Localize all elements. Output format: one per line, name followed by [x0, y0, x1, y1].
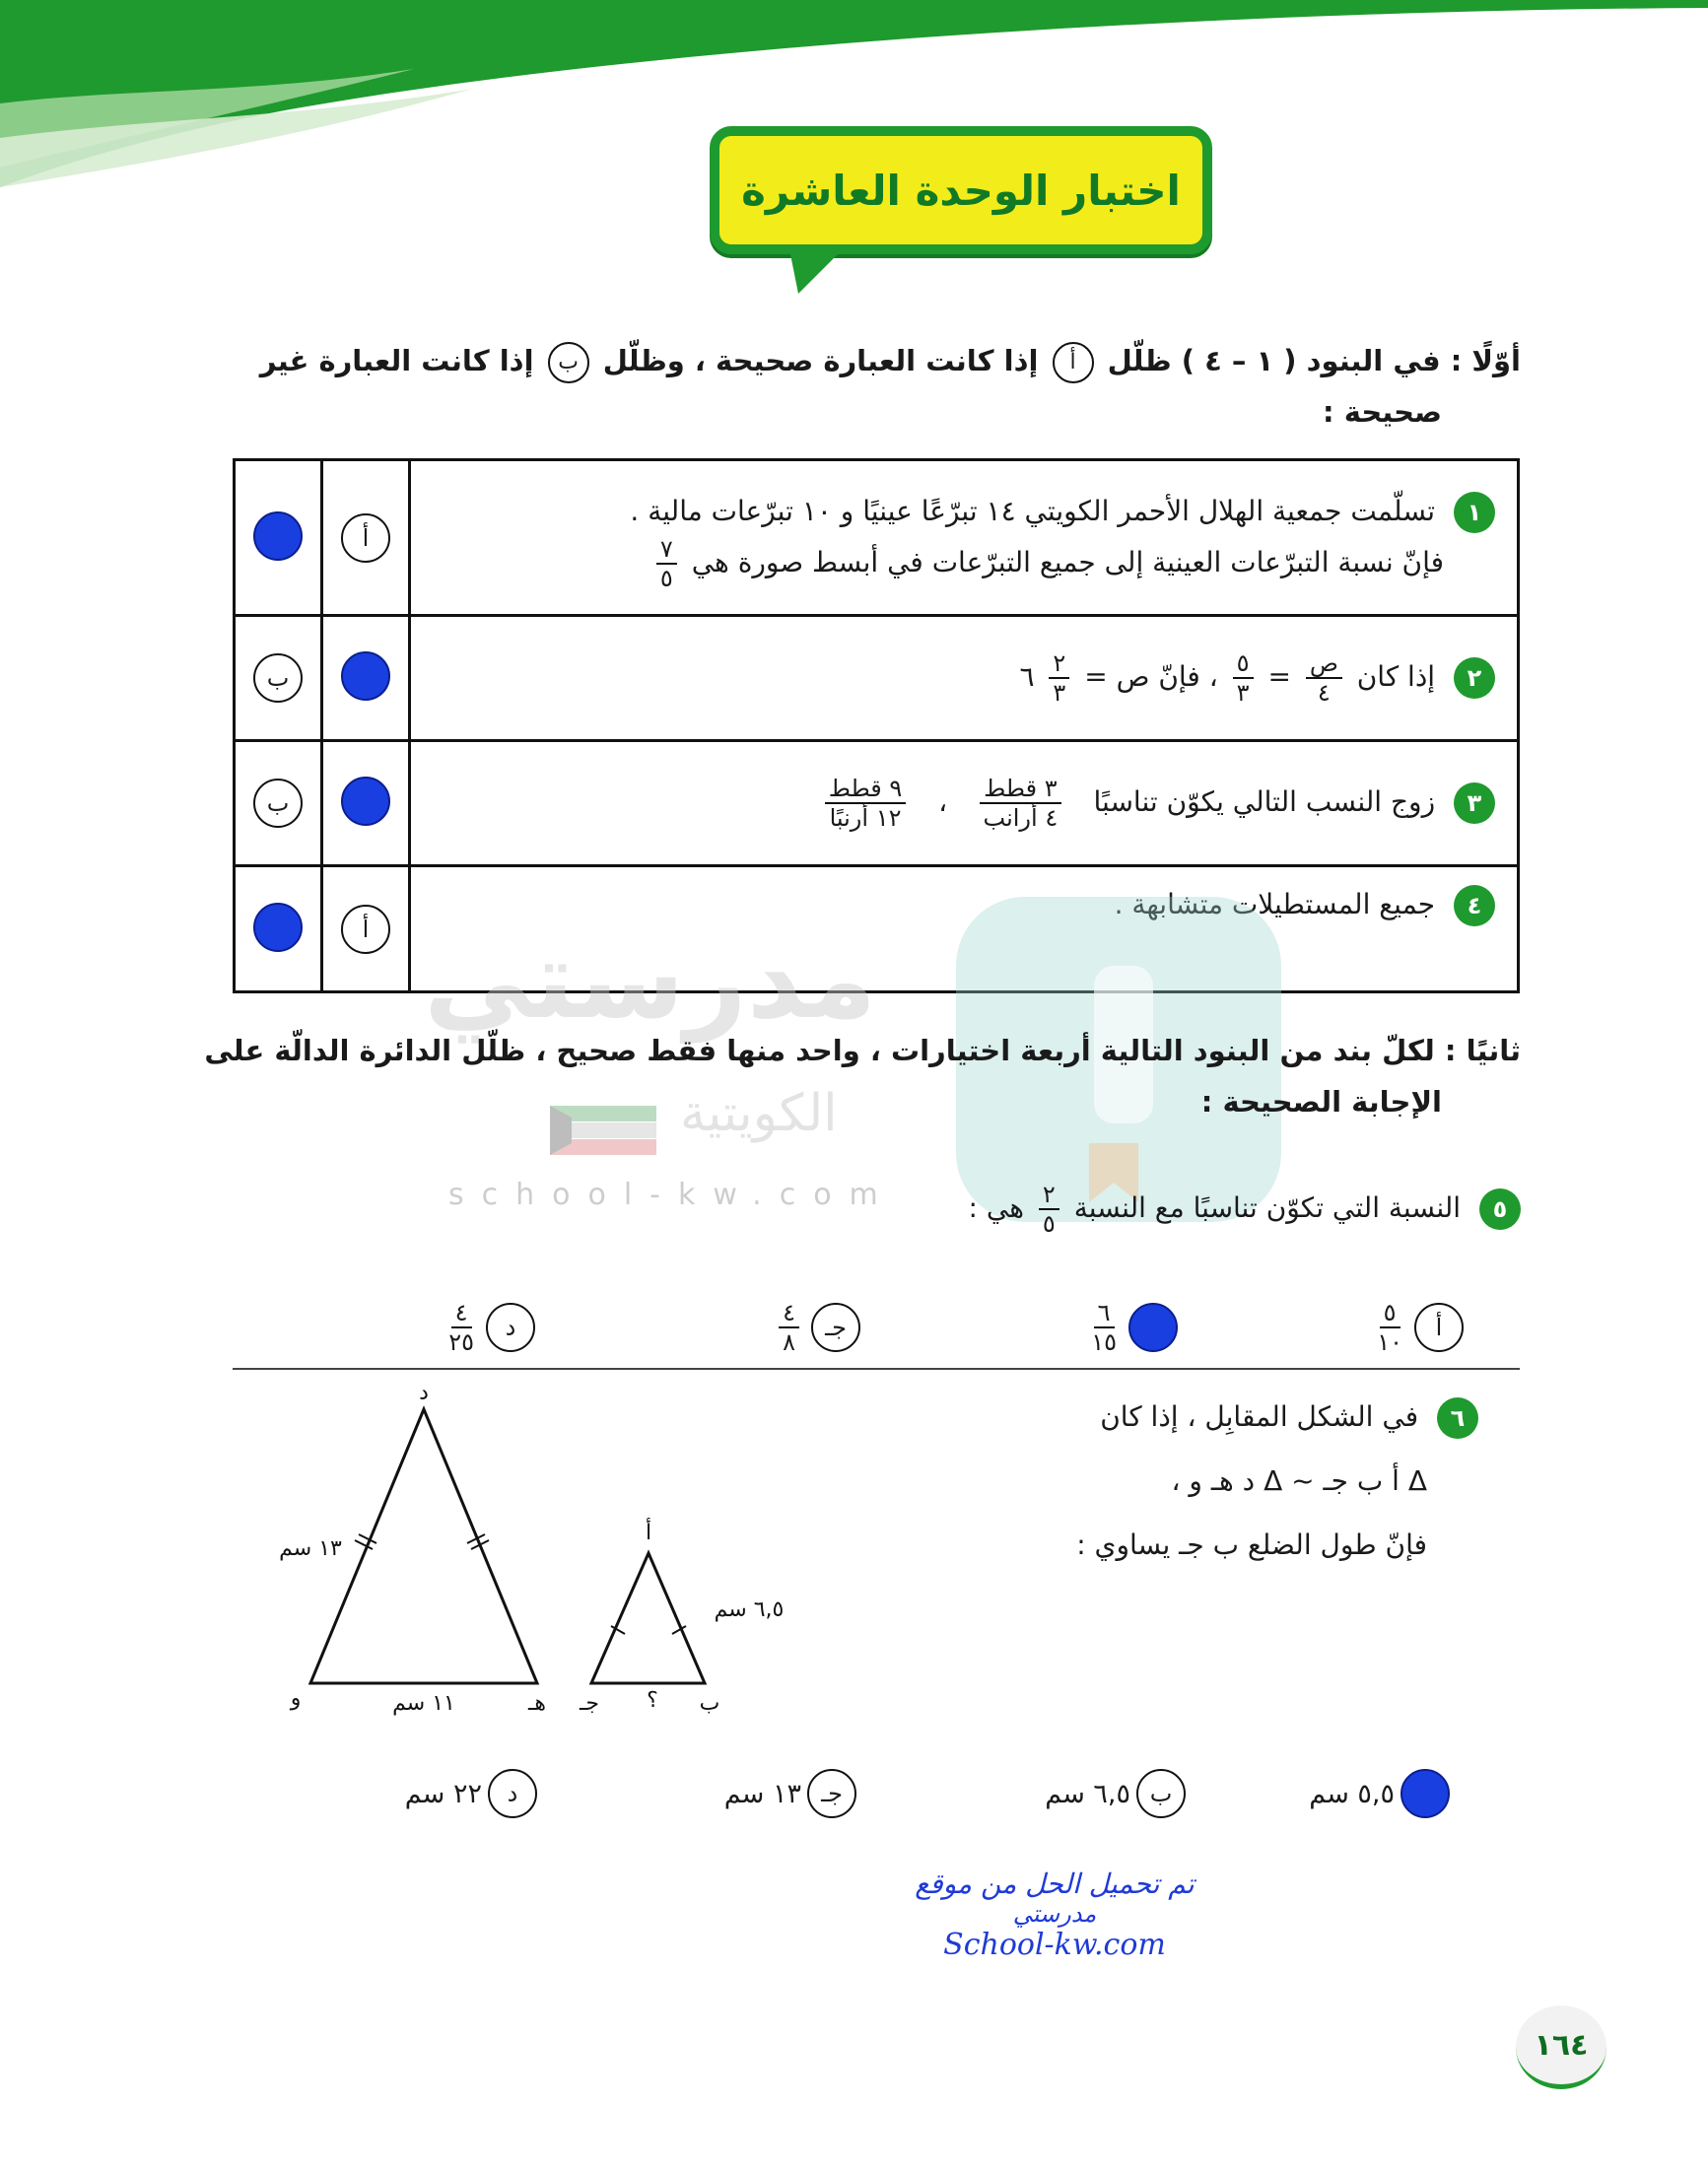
fraction	[1233, 651, 1254, 705]
answer-cell-b	[235, 460, 322, 616]
instruction-text: إذا كانت العبارة صحيحة ، وظلّل	[602, 344, 1039, 377]
q5-choice-b[interactable]	[1085, 1301, 1178, 1354]
choice-bubble[interactable]: ب	[1136, 1769, 1186, 1818]
fraction	[825, 777, 906, 830]
question-5	[969, 1183, 1521, 1236]
numerator: ٢	[1049, 651, 1069, 679]
q6-choice-d[interactable]	[405, 1769, 537, 1818]
answer-bubble-a[interactable]: أ	[341, 905, 390, 954]
question-number: ٥	[1479, 1188, 1521, 1230]
answer-cell-a	[322, 460, 410, 616]
question-1	[410, 460, 1519, 616]
choice-text: ٦,٥ سم	[1045, 1778, 1130, 1809]
fraction	[1039, 1183, 1059, 1236]
choice-bubble-shaded[interactable]	[1401, 1769, 1450, 1818]
watermark-brand: مدرستي	[424, 917, 877, 1043]
q5-choice-a[interactable]	[1371, 1301, 1464, 1354]
side-length-label: ٦,٥ سم	[714, 1597, 785, 1622]
unit-test-title-banner	[710, 126, 1212, 254]
fraction	[1377, 1301, 1402, 1354]
section1-instructions	[180, 335, 1521, 438]
choice-text: ١٣ سم	[723, 1778, 801, 1809]
numerator: ٤	[451, 1301, 472, 1328]
question-number: ٤	[1454, 885, 1495, 926]
question-number: ٢	[1454, 657, 1495, 699]
choice-bubble[interactable]: د	[488, 1769, 537, 1818]
section2-instructions	[180, 1025, 1521, 1127]
answer-bubble-b[interactable]: ب	[253, 779, 303, 828]
question-text: Δ أ ب جـ ~ Δ د هـ و ،	[1171, 1464, 1427, 1497]
choice-bubble[interactable]: أ	[1414, 1303, 1464, 1352]
vertex-label: جـ	[579, 1691, 600, 1716]
handwritten-line: مدرستي	[1012, 1900, 1097, 1928]
choice-text: ٥,٥ سم	[1309, 1778, 1395, 1809]
question-text: فإنّ نسبة التبرّعات العينية إلى جميع التبرّعات في أبسط صورة هي	[691, 545, 1444, 578]
denominator: ٤ أرانب	[983, 804, 1059, 832]
option-b-symbol: ب	[548, 342, 589, 383]
answer-cell-b	[235, 741, 322, 866]
denominator: ٤	[1317, 679, 1331, 707]
question-text: إذا كان	[1356, 660, 1436, 693]
fraction	[656, 534, 677, 592]
answer-bubble-b[interactable]: ب	[253, 653, 303, 703]
handwritten-line: تم تحميل الحل من موقع	[915, 1867, 1195, 1900]
answer-bubble-a[interactable]: أ	[341, 513, 390, 563]
question-3	[410, 741, 1519, 866]
numerator: ٣ قطط	[980, 777, 1060, 804]
instruction-text: إذا كانت العبارة غير	[259, 344, 534, 377]
table-row	[235, 460, 1519, 616]
choice-bubble[interactable]: جـ	[811, 1303, 860, 1352]
denominator: ٣	[1236, 679, 1250, 707]
question-text: جميع المستطيلات متشابهة .	[1114, 888, 1436, 920]
similar-triangles-figure	[276, 1380, 828, 1734]
answer-bubble-b-shaded[interactable]	[253, 903, 303, 952]
triangle-abc	[591, 1553, 705, 1683]
question-text: هي :	[968, 1191, 1024, 1224]
true-false-table	[233, 458, 1520, 993]
question-2	[410, 616, 1519, 741]
fraction	[1091, 1301, 1117, 1354]
q5-choice-d[interactable]	[443, 1301, 535, 1354]
question-text: النسبة التي تكوّن تناسبًا مع النسبة	[1073, 1191, 1462, 1224]
separator: ،	[938, 785, 948, 818]
numerator: ص	[1306, 651, 1342, 679]
instruction-text: صحيحة :	[1323, 395, 1442, 429]
vertex-label: و	[290, 1686, 302, 1711]
fraction	[448, 1301, 474, 1354]
numerator: ٩ قطط	[825, 777, 906, 804]
choice-bubble-shaded[interactable]	[1128, 1303, 1178, 1352]
instruction-text: ثانيًا : لكلّ بند من البنود التالية أربعة اختيارات ، واحد منها فقط صحيح ، ظلّل الدائرة الدالّة على	[204, 1034, 1521, 1067]
denominator: ٨	[783, 1328, 795, 1356]
answer-bubble-a-shaded[interactable]	[341, 777, 390, 826]
fraction	[1306, 651, 1342, 705]
q5-choice-c[interactable]	[773, 1301, 860, 1354]
fraction	[1049, 651, 1069, 705]
question-6	[986, 1385, 1478, 1577]
instruction-text: الإجابة الصحيحة :	[1200, 1085, 1442, 1119]
denominator: ١٢ أرنبًا	[829, 804, 902, 832]
denominator: ٣	[1053, 679, 1066, 707]
side-length-label: ١٣ سم	[279, 1536, 342, 1561]
answer-cell-a	[322, 616, 410, 741]
answer-bubble-a-shaded[interactable]	[341, 651, 390, 701]
denominator: ٥	[1042, 1210, 1056, 1238]
question-text: تسلّمت جمعية الهلال الأحمر الكويتي ١٤ تبرّعًا عينيًا و ١٠ تبرّعات مالية .	[630, 494, 1436, 527]
q6-choice-a[interactable]	[1309, 1769, 1450, 1818]
numerator: ٢	[1039, 1183, 1059, 1210]
page-title: اختبار الوحدة العاشرة	[741, 166, 1181, 215]
equals-sign: =	[1267, 660, 1291, 693]
table-row	[235, 616, 1519, 741]
choice-bubble[interactable]: جـ	[807, 1769, 856, 1818]
vertex-label: أ	[645, 1521, 652, 1545]
denominator: ١٠	[1377, 1328, 1402, 1356]
question-number: ١	[1454, 492, 1495, 533]
question-text: في الشكل المقابِل ، إذا كان	[1100, 1400, 1419, 1433]
numerator: ٦	[1094, 1301, 1115, 1328]
question-text: ، فإنّ ص =	[1084, 660, 1218, 693]
whole-number: ٦	[1019, 660, 1035, 693]
choice-bubble[interactable]: د	[486, 1303, 535, 1352]
fraction	[980, 777, 1060, 830]
option-a-symbol: أ	[1053, 342, 1094, 383]
triangle-def	[310, 1409, 537, 1683]
side-length-label: ١١ سم	[392, 1691, 455, 1716]
numerator: ٤	[779, 1301, 799, 1328]
denominator: ١٥	[1091, 1328, 1117, 1356]
unknown-side-label: ؟	[647, 1688, 658, 1713]
divider	[233, 1368, 1520, 1370]
denominator: ٢٥	[448, 1328, 474, 1356]
choice-text: ٢٢ سم	[404, 1778, 482, 1809]
vertex-label: د	[419, 1381, 429, 1405]
vertex-label: ب	[699, 1691, 720, 1716]
question-number: ٣	[1454, 782, 1495, 824]
answer-cell-a	[322, 741, 410, 866]
q6-choice-b[interactable]	[1045, 1769, 1186, 1818]
instruction-text: أوّلًا : في البنود ( ١ – ٤ ) ظلّل	[1107, 344, 1521, 377]
handwritten-line: School-kw.com	[943, 1928, 1166, 1962]
question-text: فإنّ طول الضلع ب جـ يساوي :	[1076, 1528, 1427, 1561]
answer-cell-b	[235, 616, 322, 741]
handwritten-note	[867, 1867, 1242, 1962]
answer-cell-a	[322, 866, 410, 992]
fraction	[779, 1301, 799, 1354]
watermark-url: school-kw.com	[448, 1178, 896, 1212]
question-text: زوج النسب التالي يكوّن تناسبًا	[1093, 785, 1436, 818]
page-number: ١٦٤	[1516, 2005, 1606, 2089]
numerator: ٥	[1380, 1301, 1401, 1328]
denominator: ٥	[659, 564, 673, 592]
table-row	[235, 741, 1519, 866]
vertex-label: هـ	[527, 1691, 547, 1716]
banner-tail-decoration	[788, 244, 848, 294]
watermark-subtitle: الكويتية	[680, 1084, 838, 1143]
answer-cell-b	[235, 866, 322, 992]
q6-choice-c[interactable]	[724, 1769, 856, 1818]
question-number: ٦	[1437, 1397, 1478, 1439]
answer-bubble-b-shaded[interactable]	[253, 511, 303, 561]
numerator: ٥	[1233, 651, 1254, 679]
numerator: ٧	[656, 537, 677, 565]
